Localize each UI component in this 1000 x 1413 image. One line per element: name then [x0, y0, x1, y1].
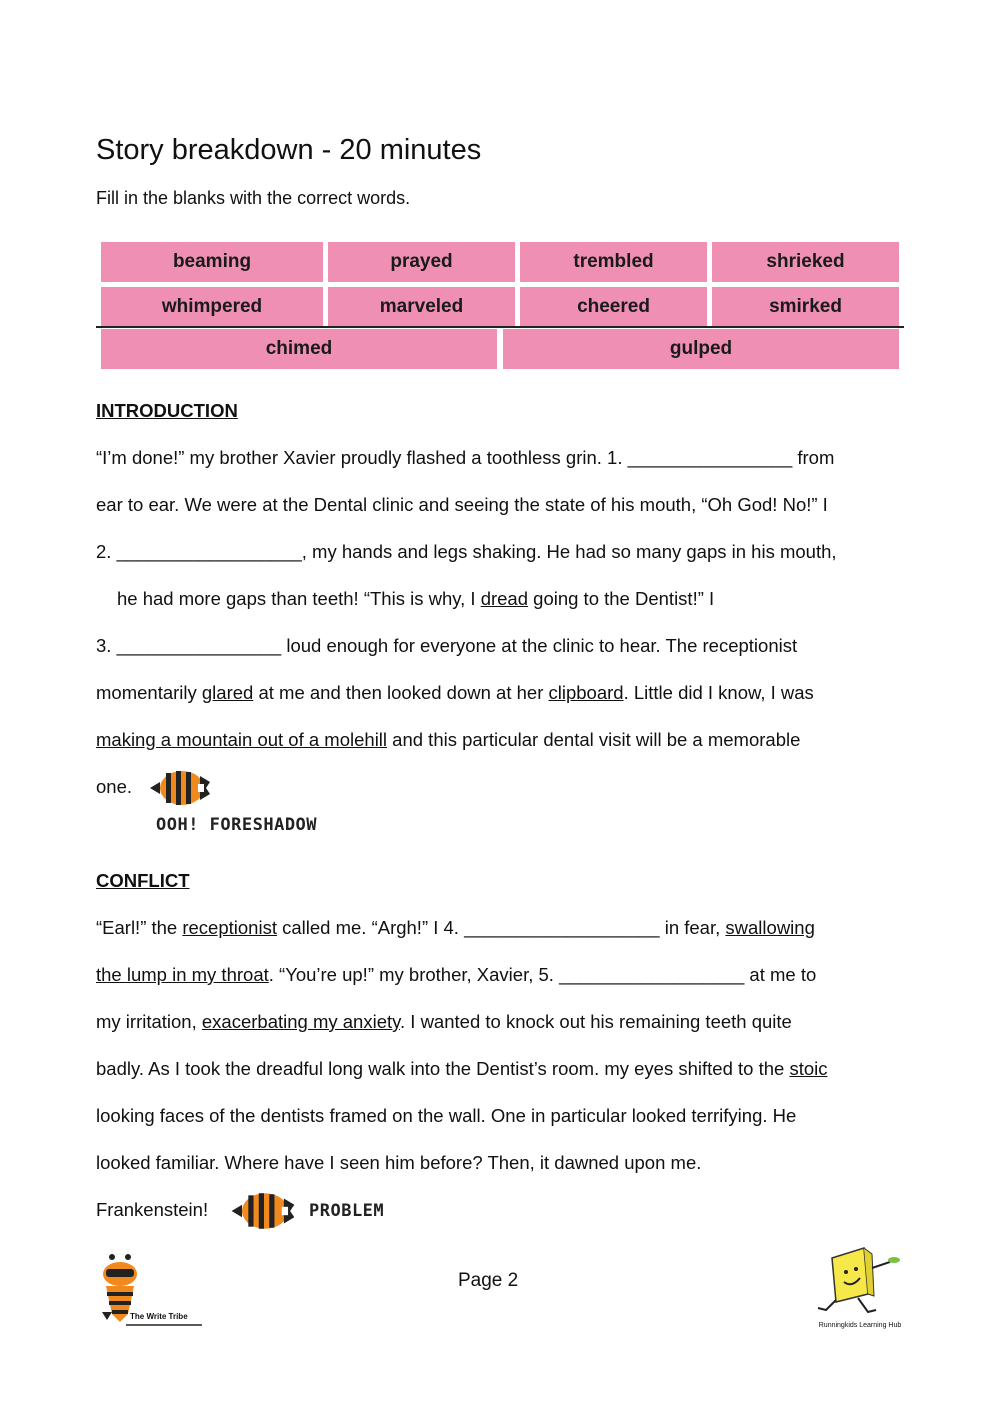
- word-bank-divider: [96, 326, 904, 328]
- write-tribe-logo: [98, 1252, 208, 1332]
- word-smirked: smirked: [712, 287, 899, 327]
- word-shrieked: shrieked: [712, 242, 899, 282]
- runningkids-logo: [810, 1244, 910, 1329]
- word-prayed: prayed: [328, 242, 515, 282]
- word-beaming: beaming: [101, 242, 323, 282]
- instruction-text: Fill in the blanks with the correct words.: [96, 188, 411, 208]
- runningkids-text: Runningkids Learning Hub: [818, 1322, 902, 1329]
- word-trembled: trembled: [520, 242, 707, 282]
- intro-line-3: 2. __________________, my hands and legs shaking. He had so many gaps in his mouth,: [96, 541, 837, 562]
- intro-line-1: “I’m done!” my brother Xavier proudly flashed a toothless grin. 1. ________________ from: [96, 447, 835, 468]
- running-book-icon: [810, 1244, 910, 1324]
- word-chimed: chimed: [101, 329, 497, 369]
- word-bank: [96, 240, 904, 372]
- conflict-line-4: badly. As I took the dreadful long walk into the Dentist’s room. my eyes shifted to the stoic: [96, 1058, 828, 1079]
- conflict-line-7: Frankenstein!: [96, 1199, 209, 1220]
- word-marveled: marveled: [328, 287, 515, 327]
- vocab-dread: dread: [480, 588, 529, 609]
- page-title: Story breakdown - 20 minutes: [96, 134, 482, 166]
- introduction-heading: INTRODUCTION: [96, 400, 238, 421]
- intro-line-8: one.: [96, 776, 133, 797]
- vocab-clipboard: clipboard: [548, 682, 624, 703]
- vocab-stoic: stoic: [789, 1058, 828, 1079]
- conflict-line-2: the lump in my throat. “You’re up!” my brother, Xavier, 5. __________________ at me to: [96, 964, 817, 985]
- conflict-heading: CONFLICT: [96, 870, 190, 891]
- conflict-line-6: looked familiar. Where have I seen him before? Then, it dawned upon me.: [96, 1152, 702, 1173]
- conflict-line-1: “Earl!” the receptionist called me. “Argh!” I 4. ___________________ in fear, swallowing: [96, 917, 815, 938]
- problem-tag: PROBLEM: [309, 1201, 385, 1221]
- bee-icon: [148, 766, 214, 810]
- vocab-receptionist: receptionist: [182, 917, 277, 938]
- intro-line-4: he had more gaps than teeth! “This is why, I dread going to the Dentist!” I: [117, 588, 715, 609]
- bee-icon: [228, 1188, 300, 1234]
- conflict-line-3: my irritation, exacerbating my anxiety. I wanted to knock out his remaining teeth quite: [96, 1011, 792, 1032]
- vocab-glared: glared: [201, 682, 254, 703]
- write-tribe-text: The Write Tribe: [130, 1312, 188, 1321]
- word-cheered: cheered: [520, 287, 707, 327]
- word-whimpered: whimpered: [101, 287, 323, 327]
- vocab-exacerbating: exacerbating my anxiety: [201, 1011, 401, 1032]
- page-number: Page 2: [458, 1270, 519, 1291]
- intro-line-2: ear to ear. We were at the Dental clinic and seeing the state of his mouth, “Oh God! No!” I: [96, 494, 828, 515]
- vocab-molehill: making a mountain out of a molehill: [96, 729, 388, 750]
- word-gulped: gulped: [503, 329, 899, 369]
- intro-line-5: 3. ________________ loud enough for everyone at the clinic to hear. The receptionist: [96, 635, 798, 656]
- vocab-lump-in-throat: the lump in my throat: [96, 964, 269, 985]
- intro-line-7: making a mountain out of a molehill and this particular dental visit will be a memorable: [96, 729, 801, 750]
- vocab-swallowing: swallowing: [725, 917, 815, 938]
- conflict-line-5: looking faces of the dentists framed on the wall. One in particular looked terrifying. He: [96, 1105, 797, 1126]
- foreshadow-tag: OOH! FORESHADOW: [156, 815, 318, 835]
- intro-line-6: momentarily glared at me and then looked down at her clipboard. Little did I know, I was: [96, 682, 814, 703]
